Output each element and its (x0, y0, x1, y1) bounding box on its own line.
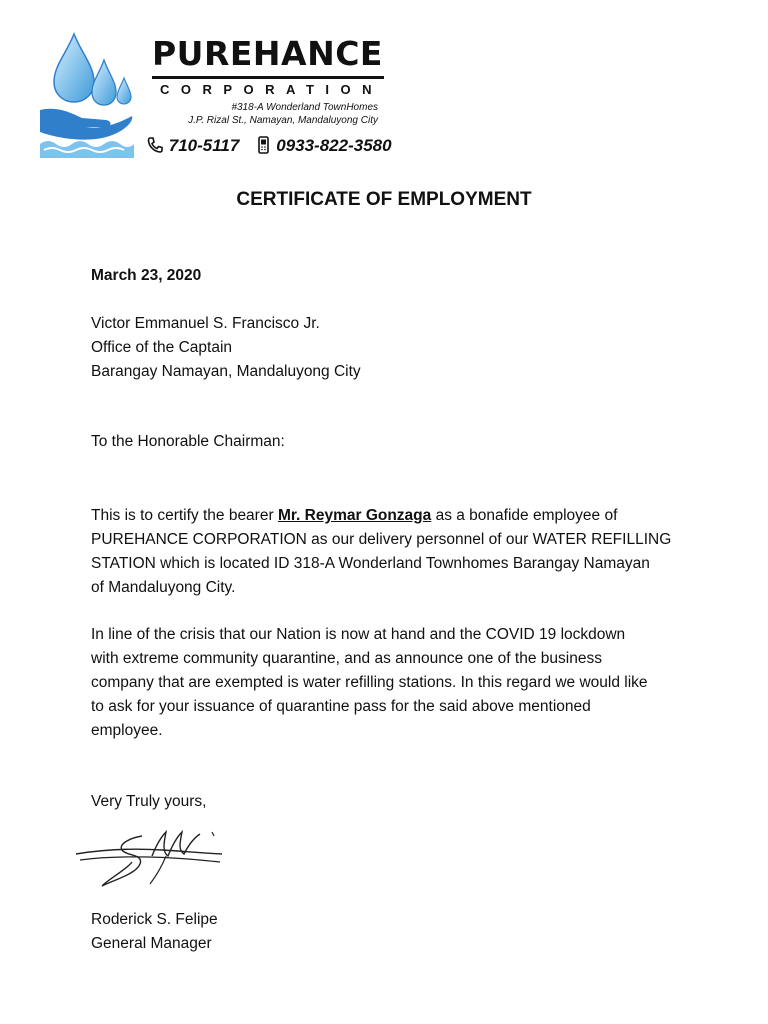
contact-numbers (146, 136, 392, 156)
paragraph-2-line-1: In line of the crisis that our Nation is now at hand and the COVID 19 lockdown (91, 626, 626, 643)
company-address (188, 101, 378, 127)
address-line-1: #318-A Wonderland TownHomes (231, 102, 378, 113)
employee-name: Mr. Reymar Gonzaga (277, 507, 432, 524)
signatory-position: General Manager (91, 935, 212, 952)
handwritten-signature (70, 826, 230, 898)
paragraph-1-line-4: of Mandaluyong City. (91, 579, 236, 596)
paragraph-1-line-1 (91, 504, 617, 528)
signatory-name: Roderick S. Felipe (91, 911, 218, 928)
paragraph-1-line-2: PUREHANCE CORPORATION as our delivery personnel of our WATER REFILLING (91, 531, 672, 548)
telephone-icon (146, 136, 164, 154)
letter-date: March 23, 2020 (91, 267, 202, 284)
recipient-office: Office of the Captain (91, 339, 233, 356)
recipient-location: Barangay Namayan, Mandaluyong City (91, 363, 361, 380)
p1-text-after: as a bonafide employee of (431, 507, 618, 524)
address-line-2: J.P. Rizal St., Namayan, Mandaluyong City (188, 115, 378, 126)
document-title: CERTIFICATE OF EMPLOYMENT (236, 189, 532, 210)
company-subtitle: CORPORATION (160, 82, 384, 97)
water-drop-hand-logo (36, 32, 136, 162)
brand-divider (152, 76, 384, 79)
salutation: To the Honorable Chairman: (91, 433, 285, 450)
mobile-number: 0933-822-3580 (276, 136, 392, 155)
mobile-phone-icon (254, 136, 272, 154)
paragraph-2-line-2: with extreme community quarantine, and as announce one of the business (91, 650, 602, 667)
company-name: PUREHANCE (152, 34, 383, 73)
closing: Very Truly yours, (91, 793, 207, 810)
p1-text-before: This is to certify the bearer (91, 507, 278, 524)
paragraph-2-line-5: employee. (91, 722, 163, 739)
paragraph-1-line-3: STATION which is located ID 318-A Wonderland Townhomes Barangay Namayan (91, 555, 650, 572)
paragraph-2-line-3: company that are exempted is water refilling stations. In this regard we would like (91, 674, 648, 691)
paragraph-2-line-4: to ask for your issuance of quarantine pass for the said above mentioned (91, 698, 591, 715)
landline-number: 710-5117 (168, 136, 240, 155)
recipient-name: Victor Emmanuel S. Francisco Jr. (91, 315, 320, 332)
